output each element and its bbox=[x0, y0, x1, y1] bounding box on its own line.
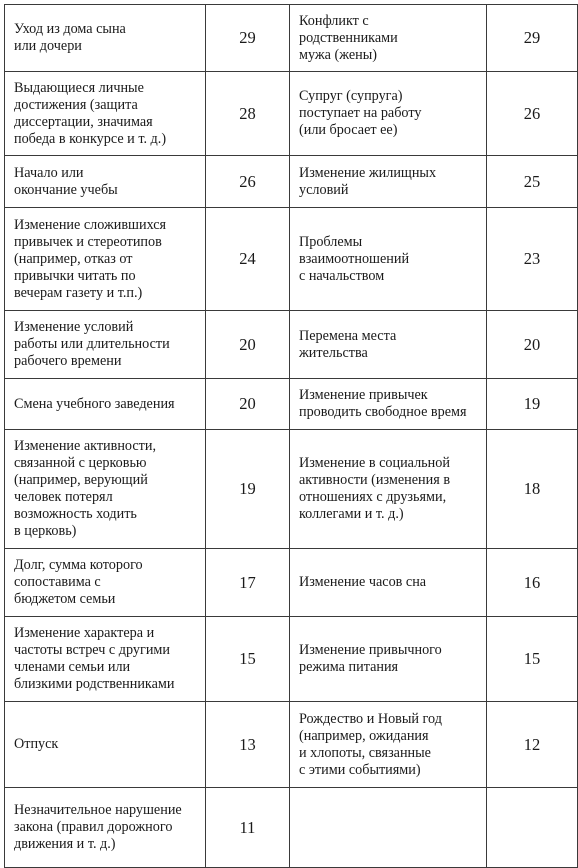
event-cell: Изменение привычек проводить свободное время bbox=[290, 379, 487, 430]
score-cell: 15 bbox=[206, 617, 290, 702]
score-cell: 29 bbox=[487, 5, 578, 72]
table-row bbox=[5, 156, 578, 208]
table-row bbox=[5, 617, 578, 702]
event-cell: Конфликт с родственниками мужа (жены) bbox=[290, 5, 487, 72]
event-cell: Выдающиеся личные достижения (защита диссертации, значимая победа в конкурсе и т. д.) bbox=[5, 72, 206, 156]
score-cell: 16 bbox=[487, 549, 578, 617]
score-cell: 23 bbox=[487, 208, 578, 311]
event-cell: Отпуск bbox=[5, 702, 206, 788]
event-cell: Перемена места жительства bbox=[290, 311, 487, 379]
score-cell: 26 bbox=[487, 72, 578, 156]
score-cell: 13 bbox=[206, 702, 290, 788]
event-cell: Начало или окончание учебы bbox=[5, 156, 206, 208]
table-row bbox=[5, 430, 578, 549]
event-cell: Изменение условий работы или длительности рабочего времени bbox=[5, 311, 206, 379]
event-cell: Изменение жилищных условий bbox=[290, 156, 487, 208]
score-cell: 20 bbox=[206, 379, 290, 430]
table-row bbox=[5, 208, 578, 311]
event-cell: Изменение сложившихся привычек и стереотипов (например, отказ от привычки читать по вечерам газету и т.п.) bbox=[5, 208, 206, 311]
score-cell: 18 bbox=[487, 430, 578, 549]
score-cell: 26 bbox=[206, 156, 290, 208]
score-cell: 19 bbox=[487, 379, 578, 430]
score-cell: 19 bbox=[206, 430, 290, 549]
event-cell: Незначительное нарушение закона (правил дорожного движения и т. д.) bbox=[5, 788, 206, 868]
event-cell: Изменение в социальной активности (изменения в отношениях с друзьями, коллегами и т. д.) bbox=[290, 430, 487, 549]
score-cell: 25 bbox=[487, 156, 578, 208]
event-cell: Смена учебного заведения bbox=[5, 379, 206, 430]
empty-cell bbox=[290, 788, 487, 868]
table-row bbox=[5, 72, 578, 156]
event-cell: Рождество и Новый год (например, ожидания и хлопоты, связанные с этими событиями) bbox=[290, 702, 487, 788]
event-cell: Уход из дома сына или дочери bbox=[5, 5, 206, 72]
empty-cell bbox=[487, 788, 578, 868]
score-cell: 20 bbox=[206, 311, 290, 379]
event-cell: Изменение часов сна bbox=[290, 549, 487, 617]
table-row bbox=[5, 379, 578, 430]
score-cell: 20 bbox=[487, 311, 578, 379]
life-events-table bbox=[4, 4, 578, 868]
event-cell: Супруг (супруга) поступает на работу (или бросает ее) bbox=[290, 72, 487, 156]
event-cell: Изменение характера и частоты встреч с другими членами семьи или близкими родственниками bbox=[5, 617, 206, 702]
table-row bbox=[5, 702, 578, 788]
score-cell: 28 bbox=[206, 72, 290, 156]
score-cell: 24 bbox=[206, 208, 290, 311]
event-cell: Долг, сумма которого сопоставима с бюджетом семьи bbox=[5, 549, 206, 617]
score-cell: 15 bbox=[487, 617, 578, 702]
event-cell: Проблемы взаимоотношений с начальством bbox=[290, 208, 487, 311]
score-cell: 12 bbox=[487, 702, 578, 788]
table-row bbox=[5, 549, 578, 617]
score-cell: 11 bbox=[206, 788, 290, 868]
score-cell: 29 bbox=[206, 5, 290, 72]
event-cell: Изменение привычного режима питания bbox=[290, 617, 487, 702]
table-row bbox=[5, 311, 578, 379]
score-cell: 17 bbox=[206, 549, 290, 617]
event-cell: Изменение активности, связанной с церковью (например, верующий человек потерял возможность ходить в церковь) bbox=[5, 430, 206, 549]
table-row bbox=[5, 788, 578, 868]
table-row bbox=[5, 5, 578, 72]
